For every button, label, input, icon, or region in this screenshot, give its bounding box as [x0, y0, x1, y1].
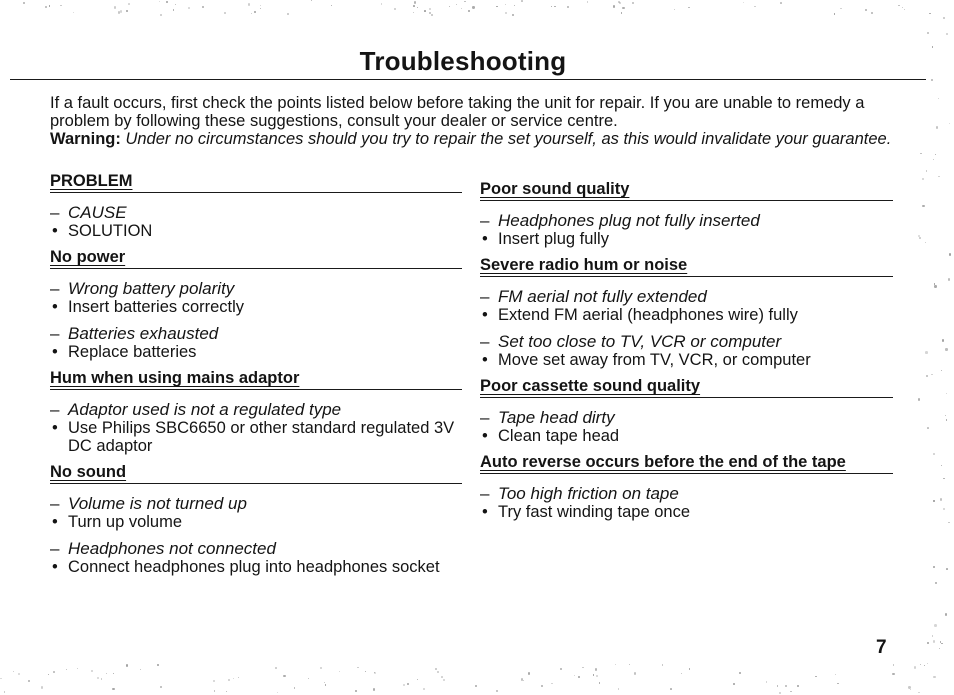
scan-speck — [441, 676, 443, 678]
scan-speck — [160, 686, 162, 688]
scan-speck — [574, 675, 575, 676]
trouble-section — [480, 377, 893, 445]
scan-speck — [929, 13, 930, 14]
scan-speck — [943, 508, 945, 510]
right-sections — [480, 180, 893, 521]
scan-speck — [308, 678, 309, 679]
scan-speck — [924, 665, 925, 666]
scan-speck — [949, 123, 950, 124]
problem-heading: Severe radio hum or noise — [480, 256, 893, 277]
scan-speck — [733, 683, 734, 684]
scan-speck — [926, 170, 928, 172]
scan-speck — [618, 688, 619, 689]
problem-entry — [480, 332, 893, 369]
scan-speck — [560, 668, 562, 670]
warning-text: Under no circumstances should you try to repair the set yourself, as this would invalidate your guarantee. — [125, 130, 892, 148]
scan-speck — [521, 678, 523, 680]
scan-speck — [674, 9, 675, 10]
trouble-section — [50, 463, 462, 576]
scan-speck — [287, 13, 289, 15]
scan-speck — [835, 674, 836, 675]
cause-text: – Headphones plug not fully inserted — [480, 211, 893, 230]
solution-text: • Try fast winding tape once — [480, 503, 893, 521]
scan-speck — [464, 1, 465, 2]
scan-speck — [632, 2, 634, 4]
scan-speck — [294, 687, 296, 689]
scan-speck — [893, 664, 895, 666]
scan-speck — [920, 153, 921, 154]
scan-speck — [275, 667, 276, 668]
scan-speck — [925, 351, 928, 354]
scan-speck — [634, 672, 636, 674]
scan-speck — [927, 663, 929, 665]
cause-text: – FM aerial not fully extended — [480, 287, 893, 306]
scan-speck — [933, 676, 935, 678]
scan-speck — [523, 680, 524, 681]
scan-speck — [939, 648, 940, 649]
scan-speck — [593, 674, 594, 675]
scan-speck — [945, 613, 947, 615]
scan-speck — [188, 7, 190, 9]
scan-speck — [596, 675, 598, 677]
scan-speck — [837, 683, 839, 685]
scan-speck — [475, 685, 477, 687]
scan-speck — [414, 1, 417, 4]
scan-speck — [935, 582, 936, 583]
scan-speck — [948, 522, 949, 523]
scan-speck — [374, 672, 376, 674]
scan-speck — [898, 5, 900, 7]
scan-speck — [629, 664, 630, 665]
scan-speck — [946, 33, 948, 35]
scan-speck — [160, 14, 162, 16]
scan-speck — [413, 12, 415, 14]
cause-text: – Too high friction on tape — [480, 484, 893, 503]
scan-speck — [922, 205, 924, 207]
scan-speck — [101, 678, 103, 680]
page-number: 7 — [876, 637, 887, 658]
problem-entry — [50, 494, 462, 531]
scan-speck — [60, 5, 61, 6]
scan-speck — [97, 677, 99, 679]
problem-entry — [50, 400, 462, 455]
solution-text: • Replace batteries — [50, 343, 462, 361]
scan-speck — [551, 6, 552, 7]
scan-speck — [919, 237, 921, 239]
scan-speck — [922, 178, 924, 180]
scan-speck — [260, 8, 261, 9]
warning-line — [50, 130, 910, 148]
scan-speck — [413, 5, 415, 7]
scan-speck — [815, 676, 817, 678]
scan-speck — [934, 285, 936, 287]
scan-speck — [175, 4, 176, 5]
scan-speck — [582, 667, 583, 668]
cause-text: – Volume is not turned up — [50, 494, 462, 513]
scan-speck — [228, 679, 230, 681]
scan-speck — [949, 253, 951, 255]
scan-speck — [779, 692, 781, 694]
scan-speck — [45, 6, 47, 8]
scan-speck — [587, 1, 589, 3]
scan-speck — [777, 685, 779, 687]
scan-speck — [938, 176, 940, 178]
solution-text: • Move set away from TV, VCR, or computer — [480, 351, 893, 369]
scan-speck — [73, 12, 74, 13]
scan-speck — [743, 2, 744, 3]
scan-speck — [541, 685, 543, 687]
scan-speck — [933, 159, 934, 160]
scan-speck — [283, 675, 285, 677]
scan-speck — [355, 690, 357, 692]
scan-speck — [357, 667, 359, 669]
scan-speck — [948, 278, 950, 280]
problem-heading: Poor sound quality — [480, 180, 893, 201]
scan-speck — [48, 674, 50, 676]
scan-speck — [840, 8, 841, 9]
scan-speck — [941, 643, 942, 644]
problem-entry — [50, 279, 462, 316]
scan-speck — [902, 7, 903, 8]
scan-speck — [941, 370, 942, 371]
scan-speck — [834, 13, 836, 15]
scan-speck — [407, 683, 410, 686]
scan-speck — [320, 667, 322, 669]
scan-speck — [613, 5, 615, 7]
scan-speck — [933, 566, 935, 568]
scan-speck — [865, 9, 867, 11]
scan-speck — [554, 6, 555, 7]
scan-speck — [41, 686, 44, 689]
scan-speck — [871, 12, 873, 14]
intro-paragraph — [50, 94, 910, 148]
scan-speck — [505, 4, 507, 6]
scan-speck — [13, 671, 14, 672]
problem-heading: No sound — [50, 463, 462, 484]
scan-speck — [681, 673, 682, 674]
scan-speck — [933, 500, 934, 501]
left-sections — [50, 248, 462, 576]
solution-text: • Use Philips SBC6650 or other standard regulated 3V DC adaptor — [50, 419, 462, 455]
scan-speck — [159, 1, 160, 2]
scan-speck — [942, 339, 945, 342]
scan-speck — [431, 14, 433, 16]
scan-speck — [790, 691, 792, 693]
scan-speck — [472, 6, 474, 8]
scan-speck — [910, 689, 911, 690]
scan-speck — [126, 664, 128, 666]
problem-heading: No power — [50, 248, 462, 269]
scan-speck — [766, 681, 768, 683]
problem-entry — [480, 287, 893, 324]
scan-speck — [920, 664, 921, 665]
scan-speck — [429, 8, 431, 10]
scan-speck — [120, 10, 122, 12]
scan-speck — [512, 14, 514, 16]
scan-speck — [797, 685, 799, 687]
scan-speck — [521, 0, 523, 2]
cause-text: – Adaptor used is not a regulated type — [50, 400, 462, 419]
solution-text: • Insert plug fully — [480, 230, 893, 248]
scan-speck — [324, 682, 325, 683]
scan-speck — [91, 670, 93, 672]
scan-speck — [622, 7, 624, 9]
scan-speck — [214, 690, 216, 692]
legend-section — [50, 172, 462, 240]
scan-speck — [927, 32, 929, 34]
scan-speck — [339, 671, 340, 672]
scan-speck — [417, 679, 418, 680]
scan-speck — [619, 2, 621, 4]
scan-speck — [918, 692, 919, 693]
solution-text: • Clean tape head — [480, 427, 893, 445]
scan-speck — [688, 7, 689, 8]
legend-cause: – CAUSE — [50, 203, 462, 222]
scan-speck — [49, 5, 51, 7]
scan-speck — [461, 8, 462, 9]
scan-speck — [621, 12, 622, 13]
scan-speck — [496, 6, 497, 7]
scan-speck — [670, 688, 672, 690]
scan-speck — [437, 671, 439, 673]
scan-speck — [496, 690, 497, 691]
scan-speck — [114, 6, 117, 9]
trouble-section — [50, 248, 462, 361]
problem-entry — [480, 484, 893, 521]
scan-speck — [23, 2, 25, 4]
page-title: Troubleshooting — [359, 46, 567, 76]
scan-speck — [780, 2, 782, 4]
scan-speck — [578, 676, 580, 678]
scan-speck — [662, 664, 663, 665]
scan-speck — [946, 568, 948, 570]
scan-speck — [77, 668, 78, 669]
scan-speck — [248, 3, 250, 5]
scan-speck — [325, 684, 327, 686]
solution-text: • Turn up volume — [50, 513, 462, 531]
problem-entry — [480, 408, 893, 445]
problem-heading: Poor cassette sound quality — [480, 377, 893, 398]
scan-speck — [933, 453, 935, 455]
scan-speck — [233, 678, 234, 679]
scan-speck — [914, 666, 916, 668]
legend-heading: PROBLEM — [50, 172, 462, 193]
cause-text: – Batteries exhausted — [50, 324, 462, 343]
scan-speck — [254, 11, 256, 13]
scan-speck — [599, 682, 600, 683]
scan-speck — [18, 673, 20, 675]
scan-speck — [66, 669, 67, 670]
scan-speck — [213, 680, 215, 682]
scan-speck — [126, 10, 128, 12]
scan-speck — [112, 688, 114, 690]
scan-speck — [938, 98, 939, 99]
solution-text: • Insert batteries correctly — [50, 298, 462, 316]
scan-speck — [940, 498, 942, 500]
scan-speck — [927, 642, 929, 644]
trouble-section — [480, 180, 893, 248]
cause-text: – Tape head dirty — [480, 408, 893, 427]
scan-speck — [551, 683, 553, 685]
legend-entry — [50, 203, 462, 240]
scan-speck — [941, 465, 942, 466]
title-rule — [10, 79, 926, 80]
scan-speck — [260, 5, 262, 7]
trouble-section — [50, 369, 462, 455]
scan-speck — [926, 375, 928, 377]
scan-speck — [449, 6, 450, 7]
scan-speck — [381, 3, 383, 5]
left-column — [50, 172, 462, 576]
legend-solution: • SOLUTION — [50, 222, 462, 240]
scan-speck — [932, 635, 933, 636]
scan-speck — [277, 692, 278, 693]
scan-speck — [904, 9, 906, 11]
right-column — [480, 180, 893, 521]
scan-speck — [945, 348, 947, 350]
scan-speck — [403, 684, 405, 686]
scan-speck — [785, 685, 787, 687]
scan-speck — [946, 419, 947, 420]
scan-speck — [423, 688, 425, 690]
trouble-section — [480, 256, 893, 369]
scan-speck — [202, 6, 204, 8]
scan-speck — [945, 415, 946, 416]
scan-speck — [224, 12, 226, 14]
scan-speck — [113, 673, 115, 675]
solution-text: • Connect headphones plug into headphones socket — [50, 558, 462, 576]
scan-speck — [925, 242, 926, 243]
intro-text: If a fault occurs, first check the points listed below before taking the unit for repair. If you are unable to remedy a problem by following these suggestions, consult your dealer or service centre. — [50, 94, 865, 130]
warning-label: Warning: — [50, 130, 121, 148]
scan-speck — [567, 6, 569, 8]
scan-speck — [226, 691, 227, 692]
scan-speck — [456, 4, 458, 6]
scan-speck — [0, 678, 2, 680]
scan-speck — [4, 691, 6, 693]
scan-speck — [435, 668, 437, 670]
scan-speck — [365, 671, 366, 672]
scan-speck — [417, 7, 418, 8]
scan-speck — [595, 668, 597, 670]
scan-speck — [934, 283, 936, 285]
scan-speck — [943, 478, 944, 479]
scan-speck — [689, 668, 690, 669]
scan-speck — [53, 671, 55, 673]
scan-speck — [932, 46, 933, 47]
scan-speck — [936, 126, 938, 128]
scan-speck — [754, 6, 755, 7]
cause-text: – Set too close to TV, VCR or computer — [480, 332, 893, 351]
scan-speck — [931, 374, 932, 375]
scan-speck — [106, 673, 107, 674]
problem-entry — [480, 211, 893, 248]
scan-speck — [739, 672, 741, 674]
scan-speck — [931, 79, 933, 81]
scan-speck — [128, 3, 130, 5]
scan-speck — [528, 672, 530, 674]
scan-speck — [28, 680, 30, 682]
scan-speck — [918, 398, 920, 400]
scan-speck — [331, 5, 332, 6]
scan-speck — [935, 154, 936, 155]
cause-text: – Wrong battery polarity — [50, 279, 462, 298]
scan-speck — [934, 624, 937, 627]
scan-speck — [394, 8, 396, 10]
problem-entry — [50, 324, 462, 361]
scan-speck — [166, 1, 169, 4]
solution-text: • Extend FM aerial (headphones wire) fully — [480, 306, 893, 324]
scan-speck — [468, 10, 470, 12]
scan-speck — [615, 664, 616, 665]
problem-heading: Hum when using mains adaptor — [50, 369, 462, 390]
scan-speck — [238, 677, 239, 678]
problem-heading: Auto reverse occurs before the end of the tape — [480, 453, 893, 474]
trouble-section — [480, 453, 893, 521]
scan-speck — [311, 0, 312, 1]
problem-entry — [50, 539, 462, 576]
scan-speck — [173, 9, 174, 10]
scan-speck — [933, 640, 935, 642]
scan-speck — [443, 679, 445, 681]
scan-speck — [927, 427, 929, 429]
scan-speck — [514, 5, 515, 6]
scan-speck — [505, 12, 507, 14]
cause-text: – Headphones not connected — [50, 539, 462, 558]
scan-speck — [373, 688, 375, 690]
scan-speck — [157, 664, 159, 666]
scan-speck — [424, 10, 426, 12]
scan-speck — [892, 673, 894, 675]
scan-speck — [946, 393, 947, 394]
scan-speck — [140, 669, 141, 670]
scan-speck — [943, 17, 945, 19]
scan-speck — [251, 13, 252, 14]
